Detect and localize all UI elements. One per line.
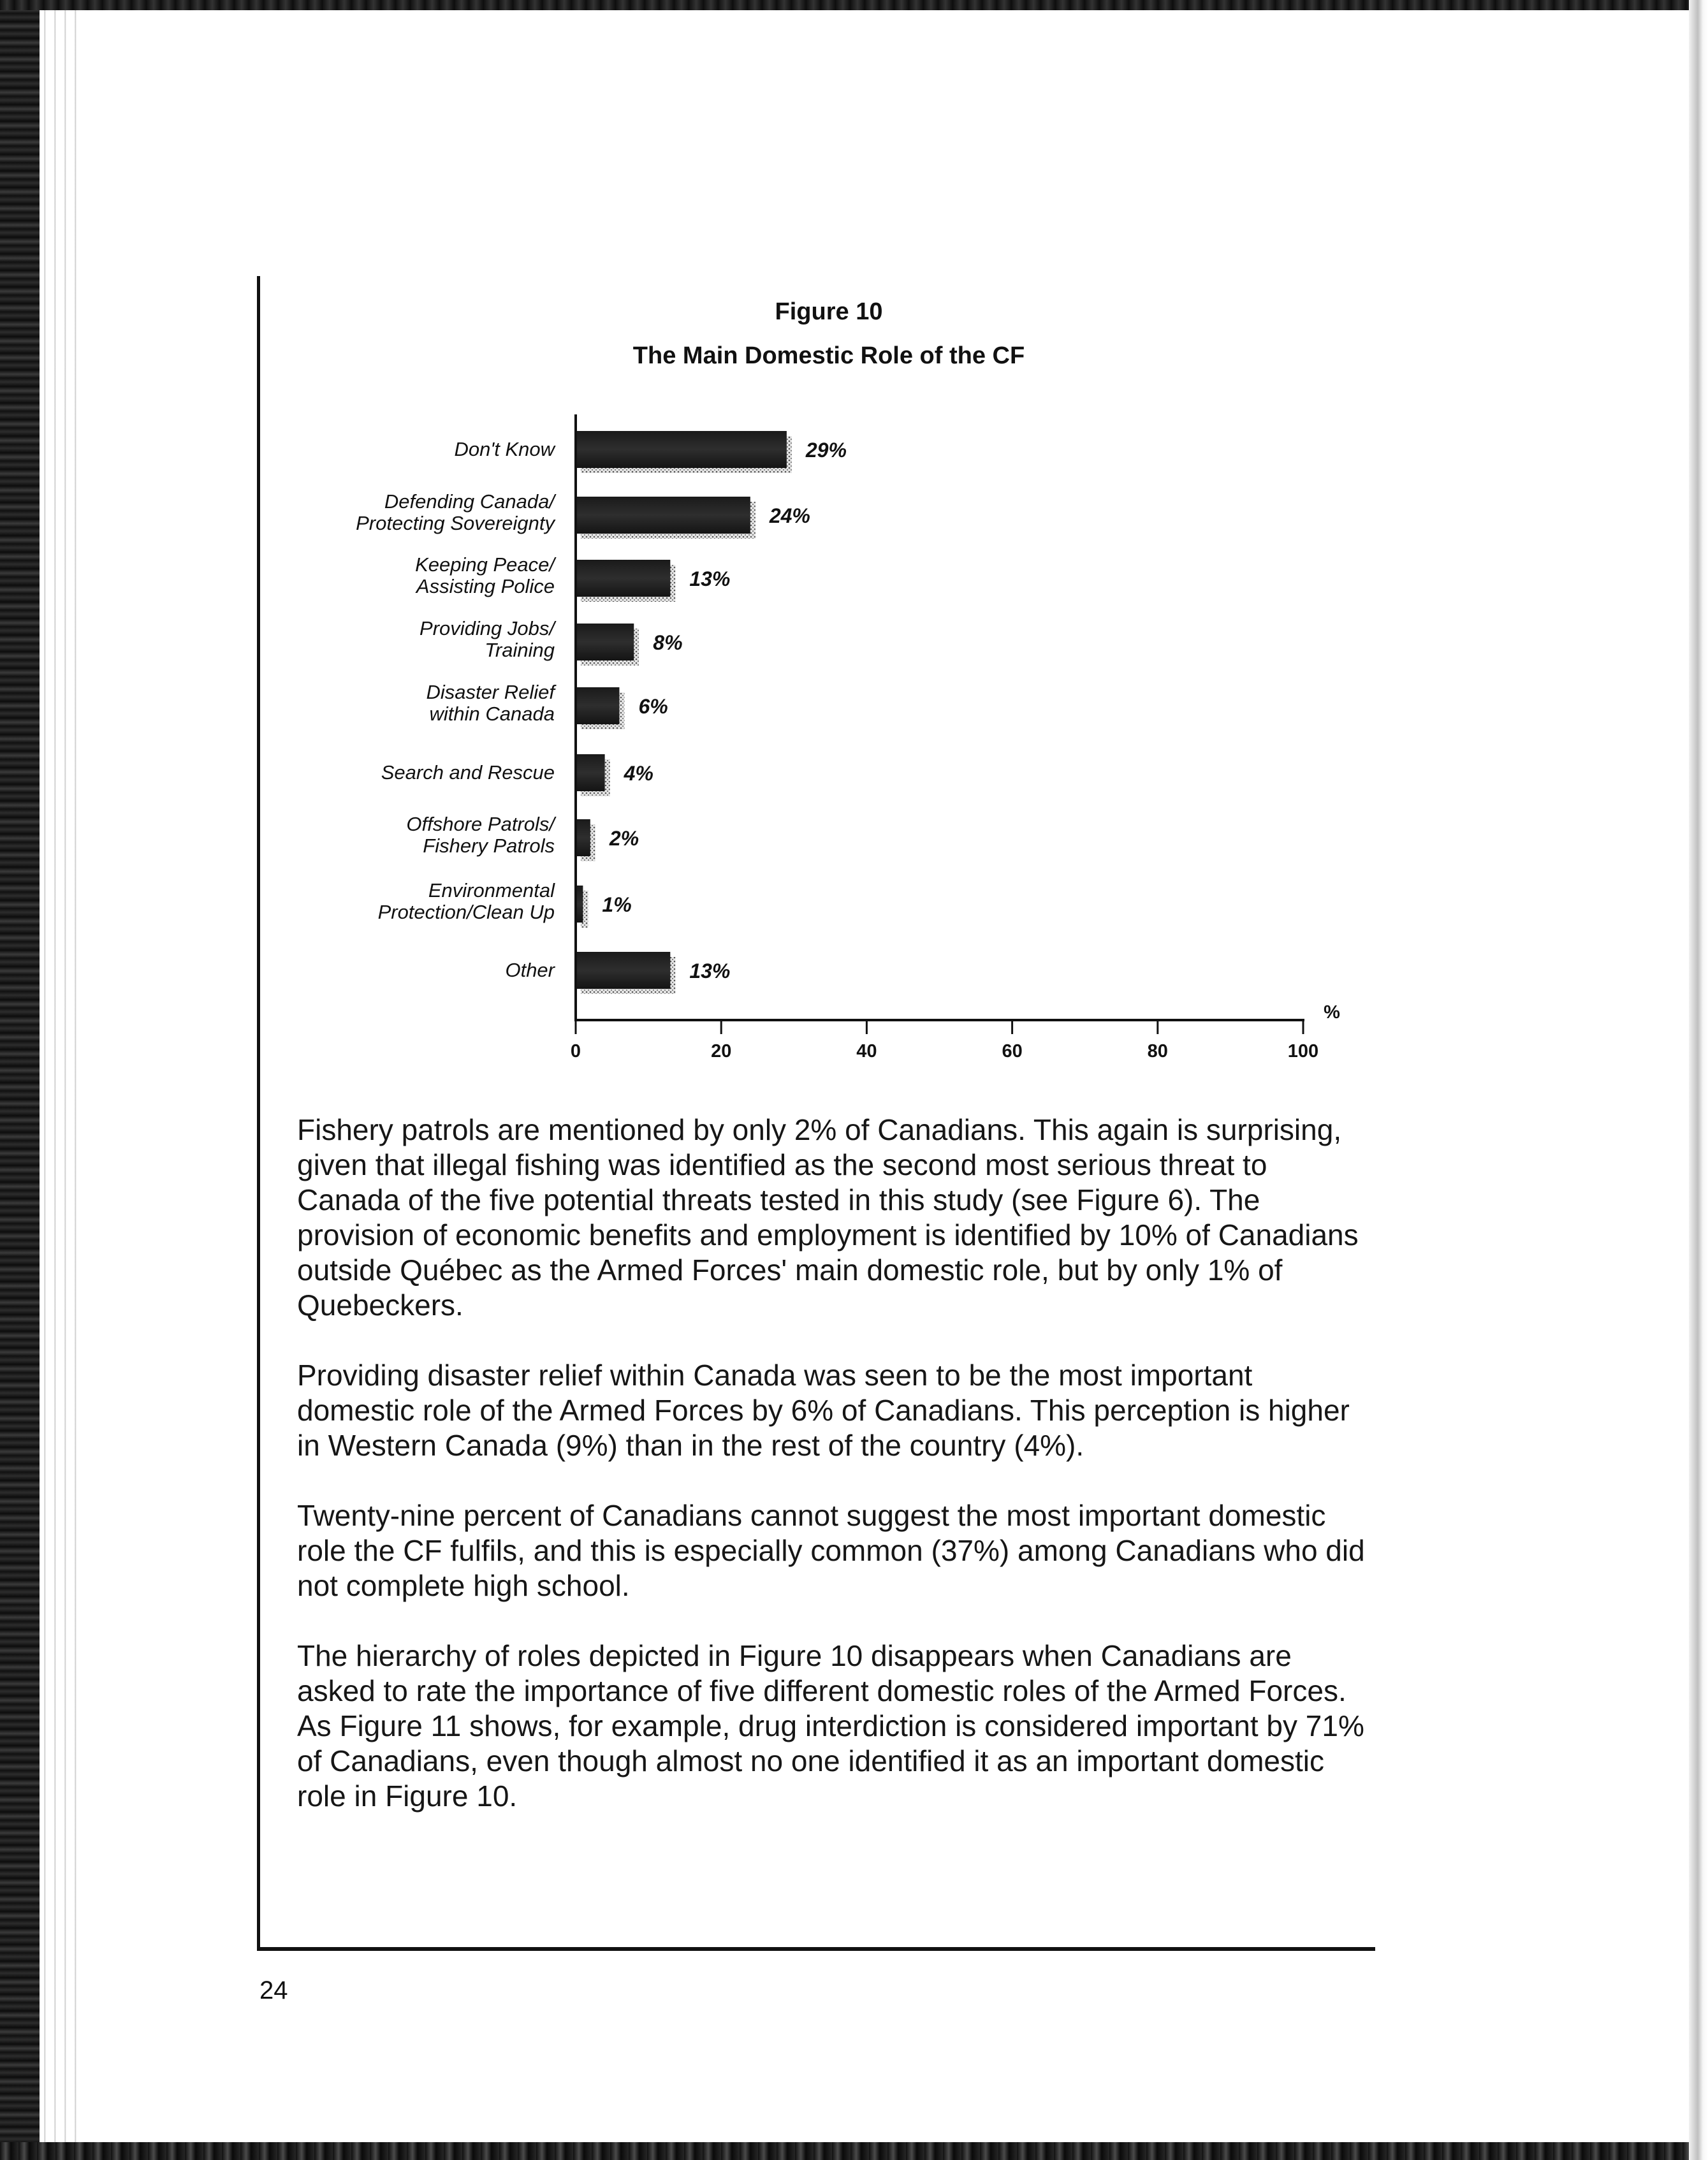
category-label: Protecting Sovereignty: [356, 512, 555, 534]
bar: [576, 624, 634, 660]
bar-row: [426, 681, 668, 729]
bar: [576, 431, 787, 468]
text-line: Fishery patrols are mentioned by only 2% of Canadians. This again is surprising,: [297, 1113, 1342, 1146]
bar-row: [378, 879, 632, 928]
bar: [576, 819, 590, 856]
figure-label: Figure 10: [775, 298, 883, 325]
bar-row: [505, 952, 730, 994]
text-line: provision of economic benefits and employment is identified by 10% of Canadians: [297, 1218, 1359, 1251]
category-label: within Canada: [429, 703, 555, 725]
bar-value-label: 2%: [609, 827, 639, 850]
text-line: Twenty-nine percent of Canadians cannot suggest the most important domestic: [297, 1499, 1326, 1532]
figure-title: The Main Domestic Role of the CF: [632, 342, 1025, 369]
x-tick-label: 100: [1287, 1041, 1319, 1062]
x-tick-label: 20: [711, 1041, 732, 1062]
x-axis-unit-label: %: [1324, 1002, 1340, 1023]
text-line: Canada of the five potential threats tested in this study (see Figure 6). The: [297, 1183, 1260, 1216]
x-tick-label: 0: [570, 1041, 581, 1062]
bar: [576, 687, 619, 724]
category-label: Training: [485, 639, 555, 661]
text-line: As Figure 11 shows, for example, drug interdiction is considered important by 71%: [297, 1709, 1364, 1742]
text-line: role in Figure 10.: [297, 1779, 518, 1813]
text-line: role the CF fulfils, and this is especially common (37%) among Canadians who did: [297, 1534, 1365, 1567]
text-line: outside Québec as the Armed Forces' main domestic role, but by only 1% of: [297, 1253, 1283, 1287]
category-label: Offshore Patrols/: [406, 813, 555, 835]
bar-row: [356, 490, 810, 539]
text-line: The hierarchy of roles depicted in Figure 10 disappears when Canadians are: [297, 1639, 1292, 1672]
category-label: Other: [505, 959, 555, 981]
x-tick-label: 80: [1147, 1041, 1168, 1062]
bar: [576, 952, 670, 989]
bar-row: [406, 813, 639, 861]
category-label: Assisting Police: [416, 575, 555, 597]
category-label: Environmental: [428, 879, 555, 901]
text-line: given that illegal fishing was identified as the second most serious threat to: [297, 1148, 1267, 1181]
text-line: Providing disaster relief within Canada was seen to be the most important: [297, 1359, 1253, 1392]
body-paragraph: [297, 1358, 1381, 1463]
category-label: Protection/Clean Up: [377, 901, 555, 923]
bar-value-label: 8%: [653, 631, 683, 654]
text-line: in Western Canada (9%) than in the rest of the country (4%).: [297, 1429, 1084, 1462]
bar-row: [454, 431, 846, 473]
bar: [576, 754, 605, 791]
bar-row: [420, 617, 682, 666]
category-label: Defending Canada/: [384, 490, 555, 513]
scan-border-bottom: [0, 2142, 1708, 2160]
text-line: asked to rate the importance of five different domestic roles of the Armed Forces.: [297, 1674, 1347, 1707]
body-paragraph: [297, 1113, 1381, 1323]
x-tick-label: 40: [856, 1041, 877, 1062]
text-line: Quebeckers.: [297, 1288, 463, 1322]
body-paragraph: [297, 1498, 1381, 1603]
bar: [576, 497, 750, 534]
category-label: Fishery Patrols: [423, 835, 555, 857]
bar-value-label: 13%: [689, 960, 731, 982]
bar-value-label: 1%: [602, 893, 632, 916]
bar-value-label: 6%: [638, 695, 668, 718]
page-number: 24: [259, 1976, 288, 2004]
bar-value-label: 4%: [624, 762, 653, 785]
body-text: [297, 1113, 1381, 1849]
bar-value-label: 24%: [769, 504, 810, 527]
bar-value-label: 13%: [689, 567, 731, 590]
text-line: domestic role of the Armed Forces by 6% of Canadians. This perception is higher: [297, 1394, 1350, 1427]
bar-row: [381, 754, 653, 796]
category-label: Providing Jobs/: [420, 617, 555, 639]
bar: [576, 560, 670, 597]
category-label: Keeping Peace/: [415, 553, 555, 576]
body-paragraph: [297, 1638, 1381, 1814]
bar-row: [415, 553, 730, 602]
page-frame-bottom-rule: [257, 1947, 1375, 1951]
text-line: not complete high school.: [297, 1569, 630, 1602]
category-label: Don't Know: [454, 438, 555, 460]
bar-value-label: 29%: [805, 439, 847, 462]
category-label: Disaster Relief: [426, 681, 555, 703]
text-line: of Canadians, even though almost no one identified it as an important domestic: [297, 1744, 1324, 1777]
x-tick-label: 60: [1002, 1041, 1023, 1062]
category-label: Search and Rescue: [381, 761, 555, 784]
